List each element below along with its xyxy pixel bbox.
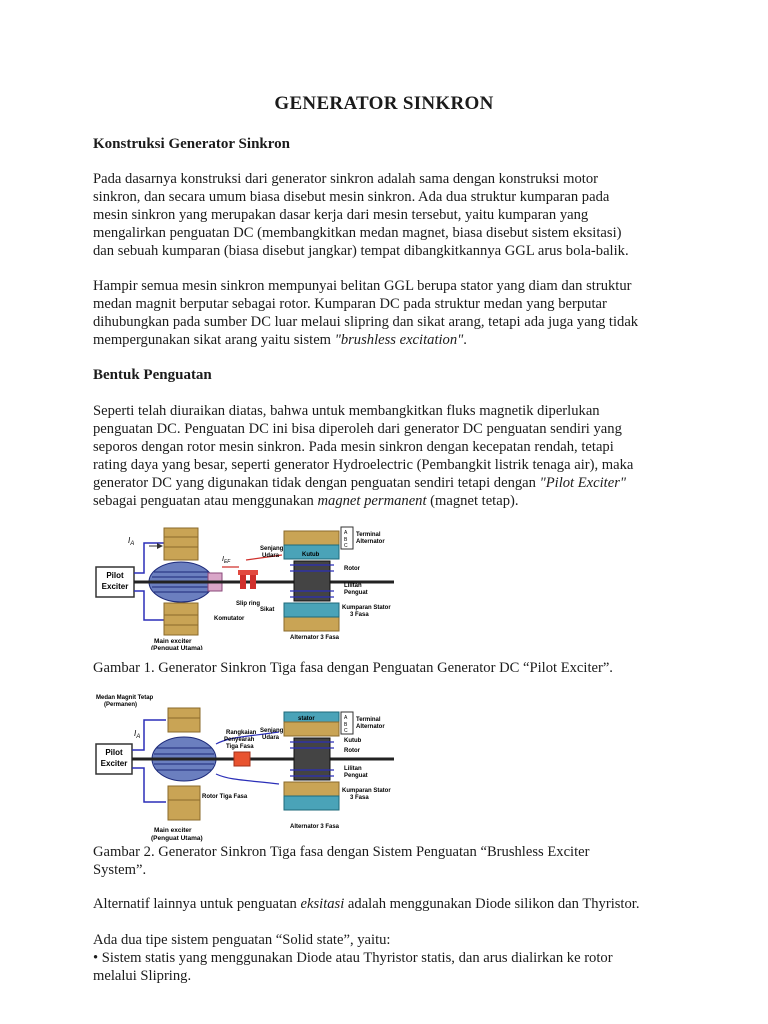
label-pilot: Pilot	[105, 748, 123, 757]
text-run: sebagai penguatan atau menggunakan	[93, 493, 318, 509]
text-run: Alternatif lainnya untuk penguatan	[93, 896, 301, 912]
alternator-stator-bottom	[284, 782, 339, 796]
label-3-fasa: 3 Fasa	[350, 612, 369, 618]
diagram-svg	[94, 692, 404, 842]
italic-term: magnet permanent	[317, 493, 427, 509]
label-alternator-3-fasa: Alternator 3 Fasa	[290, 824, 340, 830]
label-main-exciter: Main exciter	[154, 638, 192, 645]
main-exciter-base	[168, 800, 200, 820]
label-penguat: Penguat	[344, 773, 368, 779]
label-udara: Udara	[262, 735, 280, 741]
label-c: C	[344, 728, 348, 734]
label-rangkaian: Rangkaian	[226, 730, 257, 736]
label-exciter: Exciter	[100, 759, 128, 768]
stator-winding-bottom	[284, 796, 339, 810]
label-a: A	[344, 530, 348, 536]
label-ia: $I_A$	[134, 729, 141, 740]
label-c: C	[344, 543, 348, 549]
alternator-rotor	[294, 561, 330, 601]
label-pilot: Pilot	[106, 571, 124, 580]
paragraph-konstruksi	[93, 170, 683, 260]
label-sikat: Sikat	[260, 607, 275, 613]
text-line: dihubungkan pada sumber DC luar melaui slipring dan sikat arang, tetapi ada juga yang tidak	[93, 314, 639, 330]
label-3-fasa: 3 Fasa	[350, 795, 369, 801]
label-kutub: Kutub	[302, 552, 320, 558]
label-kumparan-stator: Kumparan Stator	[342, 605, 391, 611]
text-run: adalah menggunakan Diode silikon dan Thyristor.	[344, 896, 640, 912]
diagram-svg	[94, 525, 404, 650]
text-line: penguatan DC. Penguatan DC ini bisa diperoleh dari generator DC penguatan sendiri yang	[93, 421, 622, 437]
brush	[238, 570, 258, 575]
label-terminal: Terminal	[356, 532, 381, 538]
stator-winding-bottom	[284, 603, 339, 617]
alternator-stator-top	[284, 531, 339, 545]
label-lilitan: Lilitan	[344, 766, 362, 772]
label-b: B	[344, 722, 348, 728]
text-line: melalui Slipring.	[93, 968, 192, 984]
label-rotor: Rotor	[344, 566, 360, 572]
figure-caption-2	[93, 843, 683, 879]
label-udara: Udara	[262, 553, 280, 559]
text-line	[93, 474, 683, 492]
figure-caption-1: Gambar 1. Generator Sinkron Tiga fasa dengan Penguatan Generator DC “Pilot Exciter”.	[93, 660, 613, 676]
slip-ring	[240, 575, 246, 589]
label-alternator-3-fasa: Alternator 3 Fasa	[290, 635, 340, 641]
label-penguat-utama: (Penguat Utama)	[151, 645, 203, 650]
italic-term: "Pilot Exciter"	[539, 475, 627, 491]
text-line: Pada dasarnya konstruksi dari generator sinkron adalah sama dengan konstruksi motor	[93, 171, 598, 187]
text-line: rating daya yang besar, seperti generator Hydroelectric (Pembangkit listrik tenaga air), maka	[93, 457, 634, 473]
label-terminal: Terminal	[356, 717, 381, 723]
label-alternator: Alternator	[356, 539, 385, 545]
text-line: dan sebuah kumparan (biasa disebut jangkar) tempat dibangkitkannya GGL arus bola-balik.	[93, 243, 629, 259]
alternator-stator-bottom	[284, 617, 339, 631]
label-stator: stator	[298, 716, 315, 722]
text-line: sinkron, dan secara umum biasa disebut mesin sinkron. Ada dua struktur kumparan pada	[93, 189, 610, 205]
paragraph-rotor-stator	[93, 277, 683, 349]
page-title: GENERATOR SINKRON	[274, 93, 494, 114]
label-penguat-utama: (Penguat Utama)	[151, 835, 203, 842]
text-run: generator DC yang digunakan tidak dengan penguatan sendiri tetapi dengan	[93, 475, 540, 491]
label-kutub: Kutub	[344, 738, 362, 744]
text-line: Hampir semua mesin sinkron mempunyai belitan GGL berupa stator yang diam dan struktur	[93, 278, 632, 294]
text-line: Ada dua tipe sistem penguatan “Solid state”, yaitu:	[93, 932, 391, 948]
label-ief: $I_{EF}$	[222, 556, 231, 565]
label-penyearah: Penyearah	[224, 737, 255, 743]
section-heading-penguatan: Bentuk Penguatan	[93, 367, 212, 383]
rectifier	[234, 752, 250, 766]
paragraph-solid-state	[93, 931, 683, 985]
label-medan-magnit: Medan Magnit Tetap	[96, 695, 154, 701]
text-line: Seperti telah diuraikan diatas, bahwa untuk membangkitkan fluks magnetik diperlukan	[93, 403, 600, 419]
figure-pilot-exciter-diagram	[94, 525, 404, 650]
text-line: Gambar 2. Generator Sinkron Tiga fasa dengan Sistem Penguatan “Brushless Exciter	[93, 844, 590, 860]
figure-brushless-exciter-diagram	[94, 692, 404, 842]
main-exciter-pole-top	[164, 528, 198, 560]
label-ia: $I_A$	[128, 536, 135, 547]
text-line	[93, 492, 683, 510]
slip-ring	[250, 575, 256, 589]
label-lilitan: Lilitan	[344, 583, 362, 589]
text-line	[93, 895, 683, 913]
label-slip-ring: Slip ring	[236, 601, 260, 607]
label-rotor-tiga-fasa: Rotor Tiga Fasa	[202, 794, 248, 800]
wire	[216, 774, 279, 784]
label-exciter: Exciter	[101, 582, 129, 591]
label-komutator: Komutator	[214, 616, 245, 622]
main-exciter-pole-bottom	[164, 603, 198, 635]
alternator-stator-top	[284, 722, 339, 736]
label-rotor: Rotor	[344, 748, 360, 754]
text-run: (magnet tetap).	[426, 493, 519, 509]
label-kumparan-stator: Kumparan Stator	[342, 788, 391, 794]
italic-term: eksitasi	[300, 896, 345, 912]
paragraph-alternatif	[93, 895, 683, 913]
paragraph-penguatan	[93, 402, 683, 510]
label-senjang: Senjang	[260, 728, 284, 734]
text-line: mesin sinkron yang merupakan dasar kerja dari mesin tersebut, yaitu kumparan yang	[93, 207, 589, 223]
label-alternator: Alternator	[356, 724, 385, 730]
label-tiga-fasa: Tiga Fasa	[226, 744, 254, 750]
main-exciter-pole-bottom	[168, 786, 200, 800]
label-main-exciter: Main exciter	[154, 827, 192, 834]
label-a: A	[344, 715, 348, 721]
text-line: medan magnit berputar sebagai rotor. Kumparan DC pada struktur medan yang berputar	[93, 296, 607, 312]
text-line	[93, 331, 683, 349]
italic-term: "brushless excitation"	[334, 332, 464, 348]
label-b: B	[344, 537, 348, 543]
label-penguat: Penguat	[344, 590, 368, 596]
label-permanen: (Permanen)	[104, 702, 138, 708]
list-item: • Sistem statis yang menggunakan Diode atau Thyristor statis, dan arus dialirkan ke rotor	[93, 950, 613, 966]
text-line: seporos dengan rotor mesin sinkron. Pada mesin sinkron dengan kecepatan rendah, tetapi	[93, 439, 614, 455]
text-run: .	[463, 332, 467, 348]
permanent-magnet	[168, 708, 200, 718]
label-senjang: Senjang	[260, 546, 284, 552]
text-run: mempergunakan sikat arang yaitu sistem	[93, 332, 335, 348]
text-line: mengalirkan penguatan DC (membangkitkan medan magnet, biasa disebut sistem eksitasi)	[93, 225, 622, 241]
main-exciter-pole-top	[168, 718, 200, 732]
text-line: System”.	[93, 862, 147, 878]
alternator-rotor	[294, 738, 330, 780]
section-heading-konstruksi: Konstruksi Generator Sinkron	[93, 136, 290, 152]
